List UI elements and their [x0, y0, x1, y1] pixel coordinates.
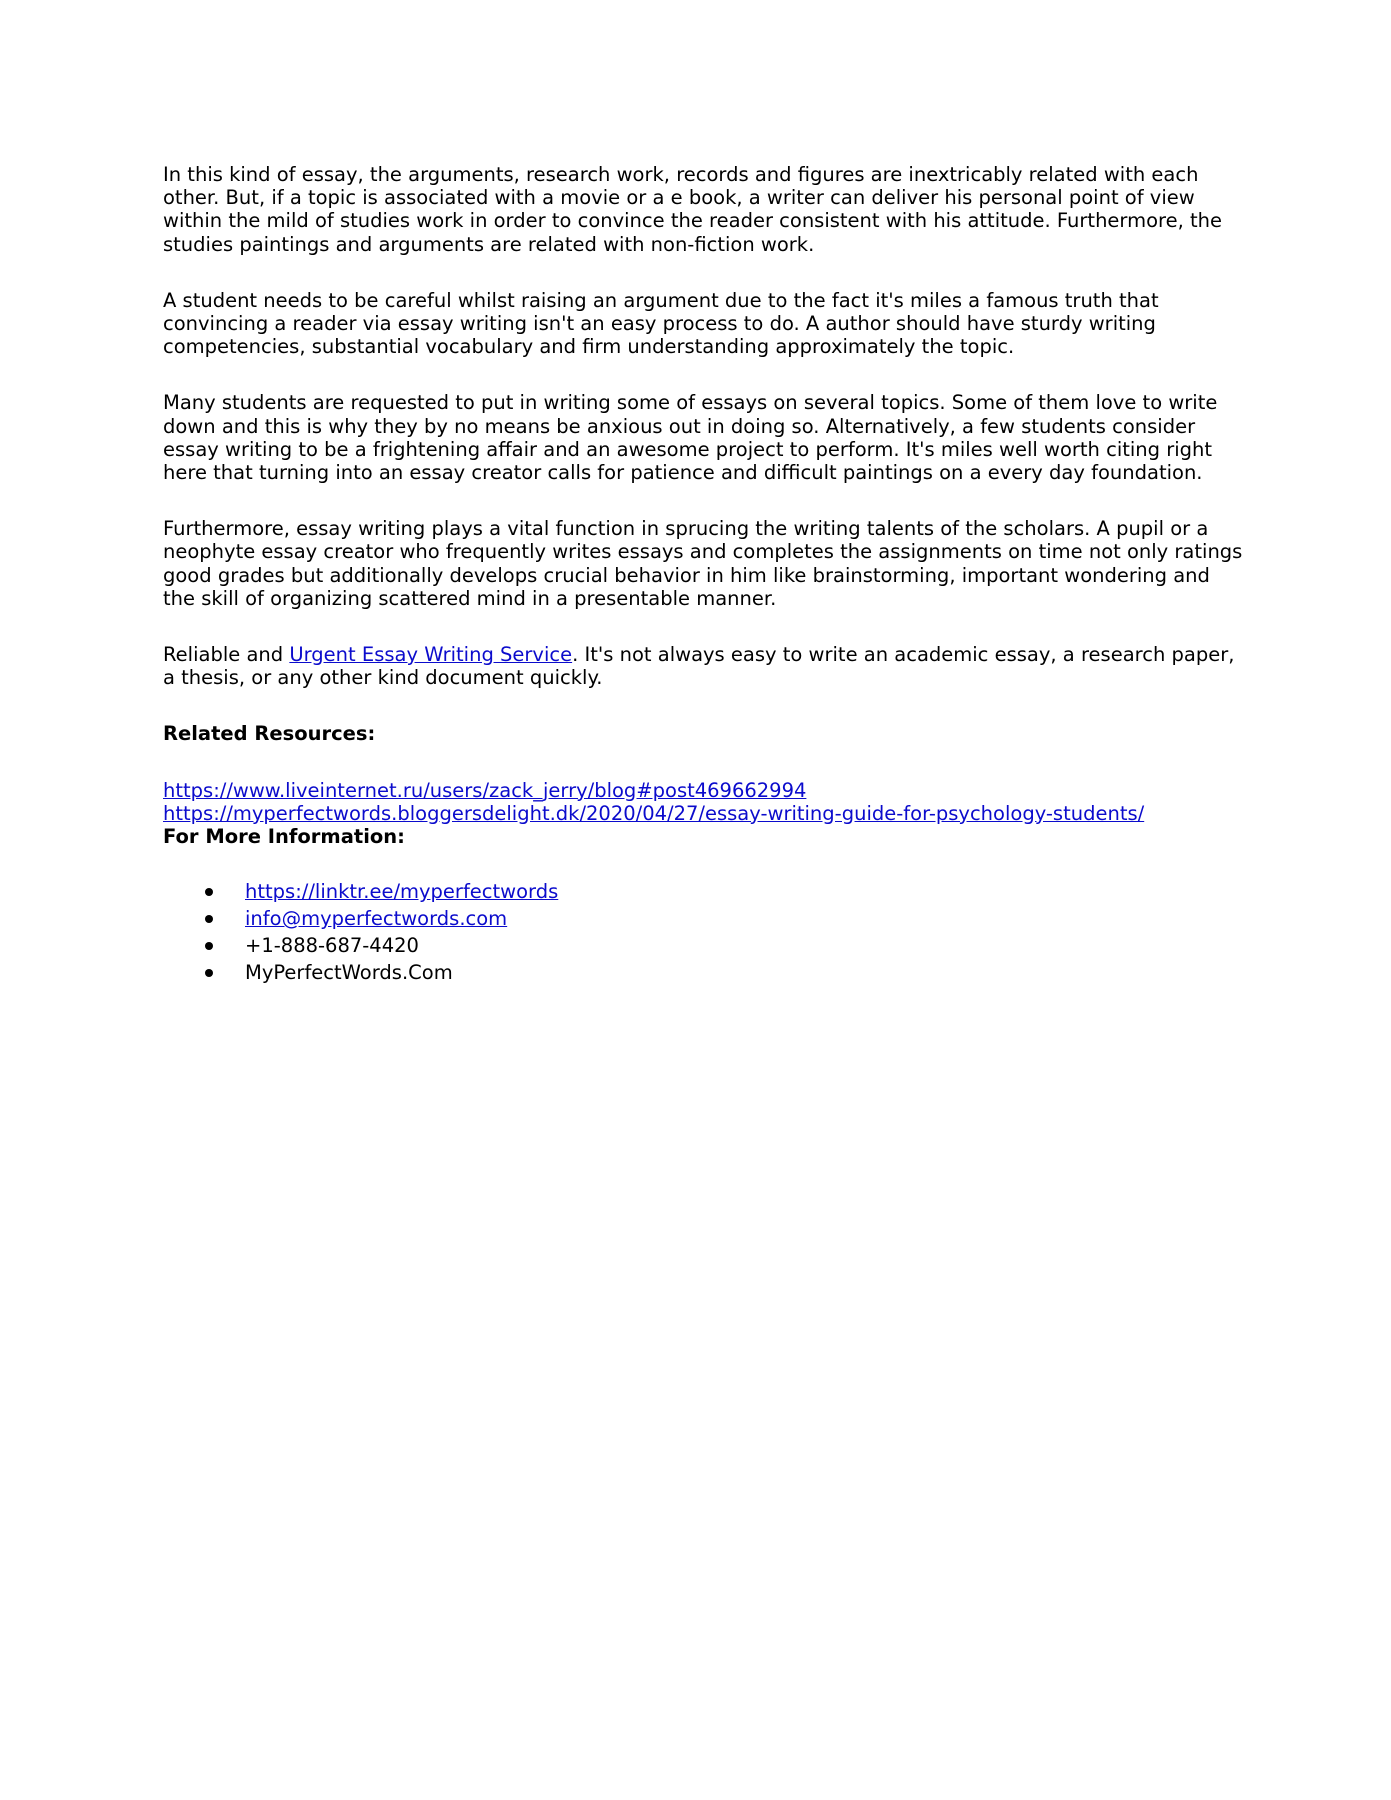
phone-number: +1-888-687-4420: [245, 934, 419, 958]
email-link[interactable]: info@myperfectwords.com: [245, 907, 508, 931]
more-information-heading: For More Information:: [163, 825, 405, 849]
body-paragraph-4: Furthermore, essay writing plays a vital function in sprucing the writing talents of the scholars. A pupil or a neophyte essay creator who frequently writes essays and completes the assignments on time not only ratings good grades but additionally develops crucial behavior in him like brainstorming, important wondering and the skill of organizing scattered mind in a presentable manner.: [163, 517, 1243, 610]
bullet-icon: [205, 942, 213, 950]
body-paragraph-2: A student needs to be careful whilst raising an argument due to the fact it's miles a famous truth that convincing a reader via essay writing isn't an easy process to do. A author should have sturdy writing competencies, substantial vocabulary and firm understanding approximately the topic.: [163, 288, 1159, 359]
list-item: [163, 905, 1243, 932]
more-information-list: [163, 878, 1243, 986]
list-item: [163, 959, 1243, 986]
body-paragraph-1: In this kind of essay, the arguments, research work, records and figures are inextricably related with each other. But, if a topic is associated with a movie or a e book, a writer can deliver his personal point of view within the mild of studies work in order to convince the reader consistent with his attitude. Furthermore, the studies paintings and arguments are related with non-fiction work.: [163, 163, 1223, 256]
list-item: [163, 932, 1243, 959]
related-link-bloggersdelight[interactable]: https://myperfectwords.bloggersdelight.dk/2020/04/27/essay-writing-guide-for-psychology-students/: [163, 801, 1145, 825]
bullet-icon: [205, 888, 213, 896]
urgent-essay-service-link[interactable]: Urgent Essay Writing Service: [289, 643, 573, 667]
closing-paragraph: [163, 643, 1243, 689]
brand-name: MyPerfectWords.Com: [245, 961, 453, 985]
closing-text-before: Reliable and: [163, 643, 290, 667]
bullet-icon: [205, 969, 213, 977]
document-page: [163, 163, 1243, 986]
bullet-icon: [205, 915, 213, 923]
related-link-liveinternet[interactable]: https://www.liveinternet.ru/users/zack_jerry/blog#post469662994: [163, 778, 807, 802]
closing-text-after: . It's not always easy to write an academic essay, a research paper, a thesis, or any other kind document quickly.: [163, 643, 1235, 690]
related-resources-heading: Related Resources:: [163, 722, 376, 746]
body-paragraph-3: Many students are requested to put in writing some of essays on several topics. Some of them love to write down and this is why they by no means be anxious out in doing so. Alternatively, a few students consider essay writing to be a frightening affair and an awesome project to perform. It's miles well worth citing right here that turning into an essay creator calls for patience and difficult paintings on a every day foundation.: [163, 391, 1218, 485]
linktree-link[interactable]: https://linktr.ee/myperfectwords: [245, 880, 559, 904]
related-links: [163, 779, 1243, 825]
list-item: [163, 878, 1243, 905]
